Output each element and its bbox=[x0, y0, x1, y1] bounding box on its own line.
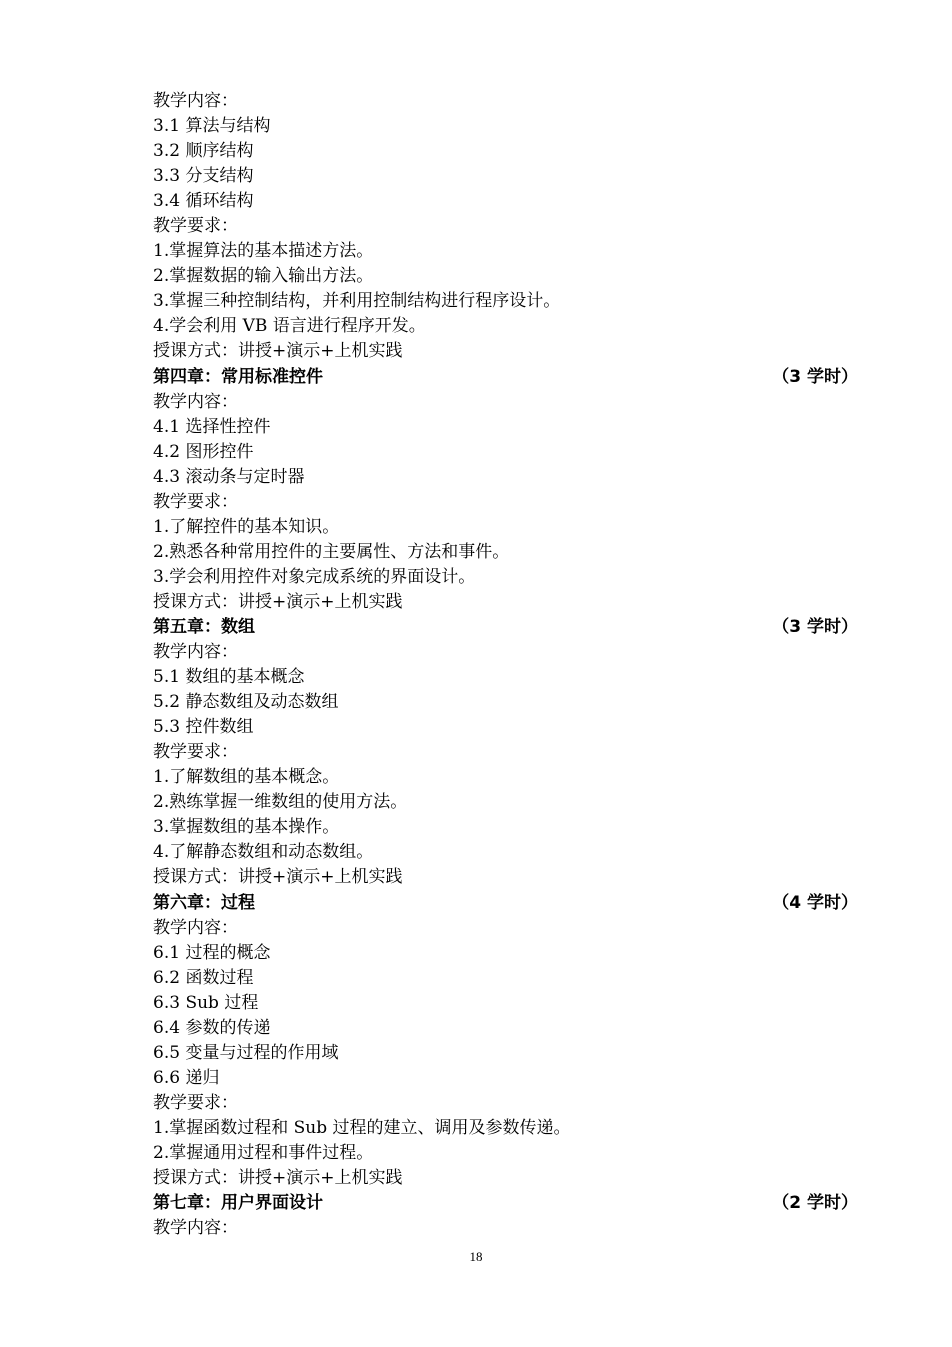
content-item: 5.3 控件数组 bbox=[153, 717, 254, 738]
chapter-title: 第六章：过程 bbox=[153, 892, 255, 913]
requirements-heading: 教学要求： bbox=[153, 1092, 238, 1113]
section-chapter-3-continued bbox=[153, 89, 858, 365]
content-item: 6.3 Sub 过程 bbox=[153, 992, 259, 1013]
requirements-heading: 教学要求： bbox=[153, 742, 238, 763]
requirement-item: 3.学会利用控件对象完成系统的界面设计。 bbox=[153, 566, 476, 587]
requirements-heading: 教学要求： bbox=[153, 491, 238, 512]
content-item: 6.1 过程的概念 bbox=[153, 942, 271, 963]
teaching-method: 授课方式：讲授+演示+上机实践 bbox=[153, 591, 403, 612]
content-item: 3.3 分支结构 bbox=[153, 166, 254, 187]
content-item: 6.5 变量与过程的作用域 bbox=[153, 1042, 339, 1063]
content-item: 4.3 滚动条与定时器 bbox=[153, 466, 305, 487]
content-item: 6.6 递归 bbox=[153, 1067, 220, 1088]
chapter-title: 第四章：常用标准控件 bbox=[153, 366, 323, 387]
requirement-item: 3.掌握数组的基本操作。 bbox=[153, 817, 340, 838]
chapter-heading bbox=[153, 615, 858, 640]
content-item: 6.4 参数的传递 bbox=[153, 1017, 271, 1038]
chapter-heading bbox=[153, 365, 858, 390]
teaching-method: 授课方式：讲授+演示+上机实践 bbox=[153, 341, 403, 362]
section-chapter-6 bbox=[153, 891, 858, 1192]
requirement-item: 2.掌握通用过程和事件过程。 bbox=[153, 1142, 374, 1163]
requirement-item: 2.掌握数据的输入输出方法。 bbox=[153, 266, 374, 287]
chapter-heading bbox=[153, 891, 858, 916]
content-item: 5.2 静态数组及动态数组 bbox=[153, 692, 339, 713]
content-heading: 教学内容： bbox=[153, 391, 238, 412]
requirement-item: 4.了解静态数组和动态数组。 bbox=[153, 842, 374, 863]
document-body bbox=[153, 89, 858, 1241]
chapter-heading bbox=[153, 1191, 858, 1216]
content-heading: 教学内容： bbox=[153, 1218, 238, 1239]
chapter-hours: （2 学时） bbox=[772, 1193, 858, 1214]
content-heading: 教学内容： bbox=[153, 91, 238, 111]
content-item: 4.1 选择性控件 bbox=[153, 416, 271, 437]
content-heading: 教学内容： bbox=[153, 642, 238, 663]
page-number: 18 bbox=[469, 1249, 483, 1264]
chapter-hours: （3 学时） bbox=[772, 616, 858, 637]
chapter-title: 第五章：数组 bbox=[153, 616, 255, 637]
content-item: 6.2 函数过程 bbox=[153, 967, 254, 988]
content-item: 3.4 循环结构 bbox=[153, 191, 254, 212]
section-chapter-4 bbox=[153, 365, 858, 615]
chapter-hours: （4 学时） bbox=[772, 892, 858, 913]
content-item: 4.2 图形控件 bbox=[153, 441, 254, 462]
section-chapter-5 bbox=[153, 615, 858, 891]
teaching-method: 授课方式：讲授+演示+上机实践 bbox=[153, 867, 403, 888]
requirement-item: 1.了解控件的基本知识。 bbox=[153, 516, 340, 537]
requirement-item: 1.掌握算法的基本描述方法。 bbox=[153, 241, 374, 262]
content-item: 5.1 数组的基本概念 bbox=[153, 667, 305, 688]
requirement-item: 2.熟悉各种常用控件的主要属性、方法和事件。 bbox=[153, 541, 510, 562]
teaching-method: 授课方式：讲授+演示+上机实践 bbox=[153, 1168, 403, 1189]
chapter-title: 第七章：用户界面设计 bbox=[153, 1193, 323, 1214]
chapter-hours: （3 学时） bbox=[772, 366, 858, 387]
section-chapter-7 bbox=[153, 1191, 858, 1241]
requirements-heading: 教学要求： bbox=[153, 216, 238, 237]
requirement-item: 1.了解数组的基本概念。 bbox=[153, 767, 340, 788]
content-item: 3.2 顺序结构 bbox=[153, 141, 254, 162]
requirement-item: 4.学会利用 VB 语言进行程序开发。 bbox=[153, 316, 426, 337]
content-item: 3.1 算法与结构 bbox=[153, 116, 271, 137]
requirement-item: 3.掌握三种控制结构，并利用控制结构进行程序设计。 bbox=[153, 291, 561, 312]
content-heading: 教学内容： bbox=[153, 917, 238, 938]
requirement-item: 1.掌握函数过程和 Sub 过程的建立、调用及参数传递。 bbox=[153, 1117, 571, 1138]
requirement-item: 2.熟练掌握一维数组的使用方法。 bbox=[153, 792, 408, 813]
